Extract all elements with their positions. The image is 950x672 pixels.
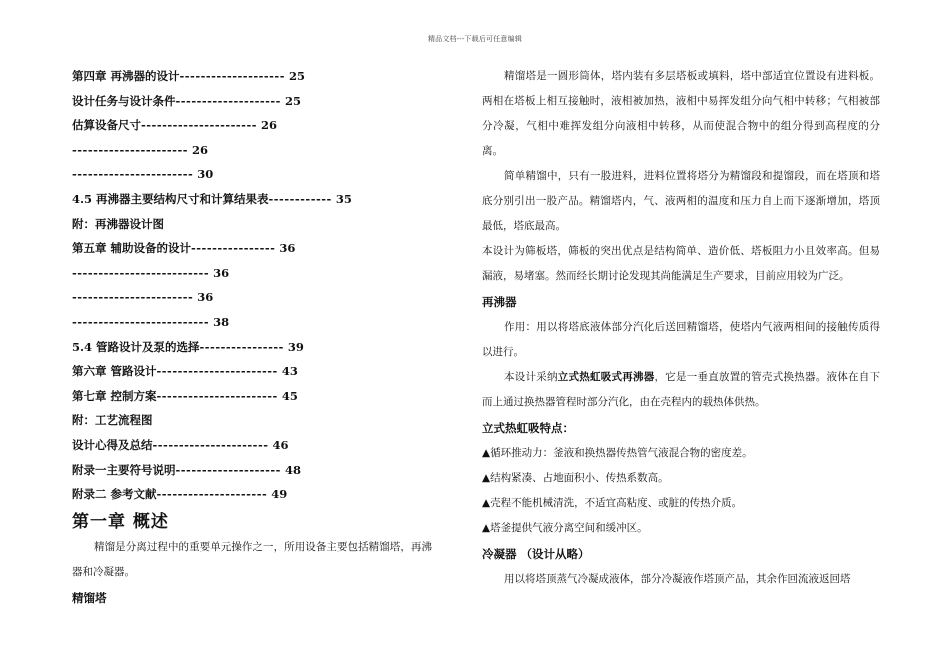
toc-column (72, 64, 432, 611)
toc-entry: -------------------------- 38 (72, 314, 230, 329)
toc-entry: 第四章 再沸器的设计-------------------- 25 (72, 69, 306, 83)
toc-entry: 估算设备尺寸---------------------- 26 (72, 118, 278, 133)
bullet-item: ▲壳程不能机械清洗，不适宜高粘度、或脏的传热介质。 (482, 497, 743, 509)
paragraph-column-description: 精馏塔是一圆形筒体，塔内装有多层塔板或填料，塔中部适宜位置设有进料板。两相在塔板上相互接触时，液相被加热，液相中易挥发组分向气相中转移；气相被部分冷凝，气相中难挥发组分向液相中转移，从而使混合物中的组分得到高程度的分离。 (482, 70, 880, 157)
paragraph-simple-distillation: 简单精馏中，只有一股进料，进料位置将塔分为精馏段和提馏段，而在塔顶和塔底分别引出一股产品。精馏塔内，气、液两相的温度和压力自上而下逐渐增加，塔顶最低，塔底最高。 (482, 170, 880, 232)
section-heading-column: 精馏塔 (72, 590, 107, 605)
bullet-item: ▲循环推动力：釜液和换热器传热管气液混合物的密度差。 (482, 447, 753, 459)
toc-entry: 第五章 辅助设备的设计---------------- 36 (72, 241, 296, 256)
toc-entry: 附：再沸器设计图 (72, 216, 164, 231)
bold-term: 立式热虹吸式再沸器 (557, 371, 655, 383)
toc-entry: 4.5 再沸器主要结构尺寸和计算结果表------------ 35 (72, 191, 352, 206)
toc-entry: ----------------------- 30 (72, 167, 214, 182)
toc-entry: -------------------------- 36 (72, 265, 230, 280)
section-heading-reboiler: 再沸器 (482, 295, 517, 309)
toc-entry: 附录二 参考文献--------------------- 49 (72, 487, 288, 502)
toc-entry: 第七章 控制方案----------------------- 45 (72, 388, 298, 403)
toc-entry: 5.4 管路设计及泵的选择---------------- 39 (72, 339, 304, 354)
section-heading-features: 立式热虹吸特点： (482, 421, 574, 435)
toc-entry: ---------------------- 26 (72, 142, 209, 157)
toc-entry: 设计心得及总结---------------------- 46 (72, 437, 289, 452)
toc-entry: 第六章 管路设计----------------------- 43 (72, 364, 298, 379)
intro-paragraph: 精馏是分离过程中的重要单元操作之一，所用设备主要包括精馏塔，再沸器和冷凝器。 (72, 540, 432, 578)
bullet-item: ▲塔釜提供气液分离空间和缓冲区。 (482, 522, 648, 534)
paragraph-condenser: 用以将塔顶蒸气冷凝成液体，部分冷凝液作塔顶产品，其余作回流液返回塔 (504, 573, 851, 585)
section-heading-condenser: 冷凝器 （设计从略） (482, 547, 590, 561)
bullet-item: ▲结构紧凑、占地面积小、传热系数高。 (482, 472, 669, 484)
toc-entry: 附：工艺流程图 (72, 413, 153, 428)
page-header: 精品文档---下载后可任意编辑 (427, 35, 523, 43)
toc-entry: 设计任务与设计条件-------------------- 25 (72, 93, 301, 108)
body-column (482, 64, 880, 592)
toc-entry: ----------------------- 36 (72, 290, 214, 305)
chapter-title: 第一章 概述 (72, 511, 169, 532)
paragraph-sieve-tray: 本设计为筛板塔，筛板的突出优点是结构简单、造价低、塔板阻力小且效率高。但易漏液，易堵塞。然而经长期讨论发现其尚能满足生产要求，目前应用较为广泛。 (482, 245, 880, 282)
paragraph-reboiler-design: 本设计采纳立式热虹吸式再沸器，它是一垂直放置的管壳式换热器。液体在自下而上通过换热器管程时部分汽化，由在壳程内的载热体供热。 (482, 371, 880, 408)
toc-entry: 附录一主要符号说明-------------------- 48 (72, 462, 301, 477)
paragraph-reboiler-function: 作用：用以将塔底液体部分汽化后送回精馏塔，使塔内气液两相间的接触传质得以进行。 (482, 321, 880, 358)
